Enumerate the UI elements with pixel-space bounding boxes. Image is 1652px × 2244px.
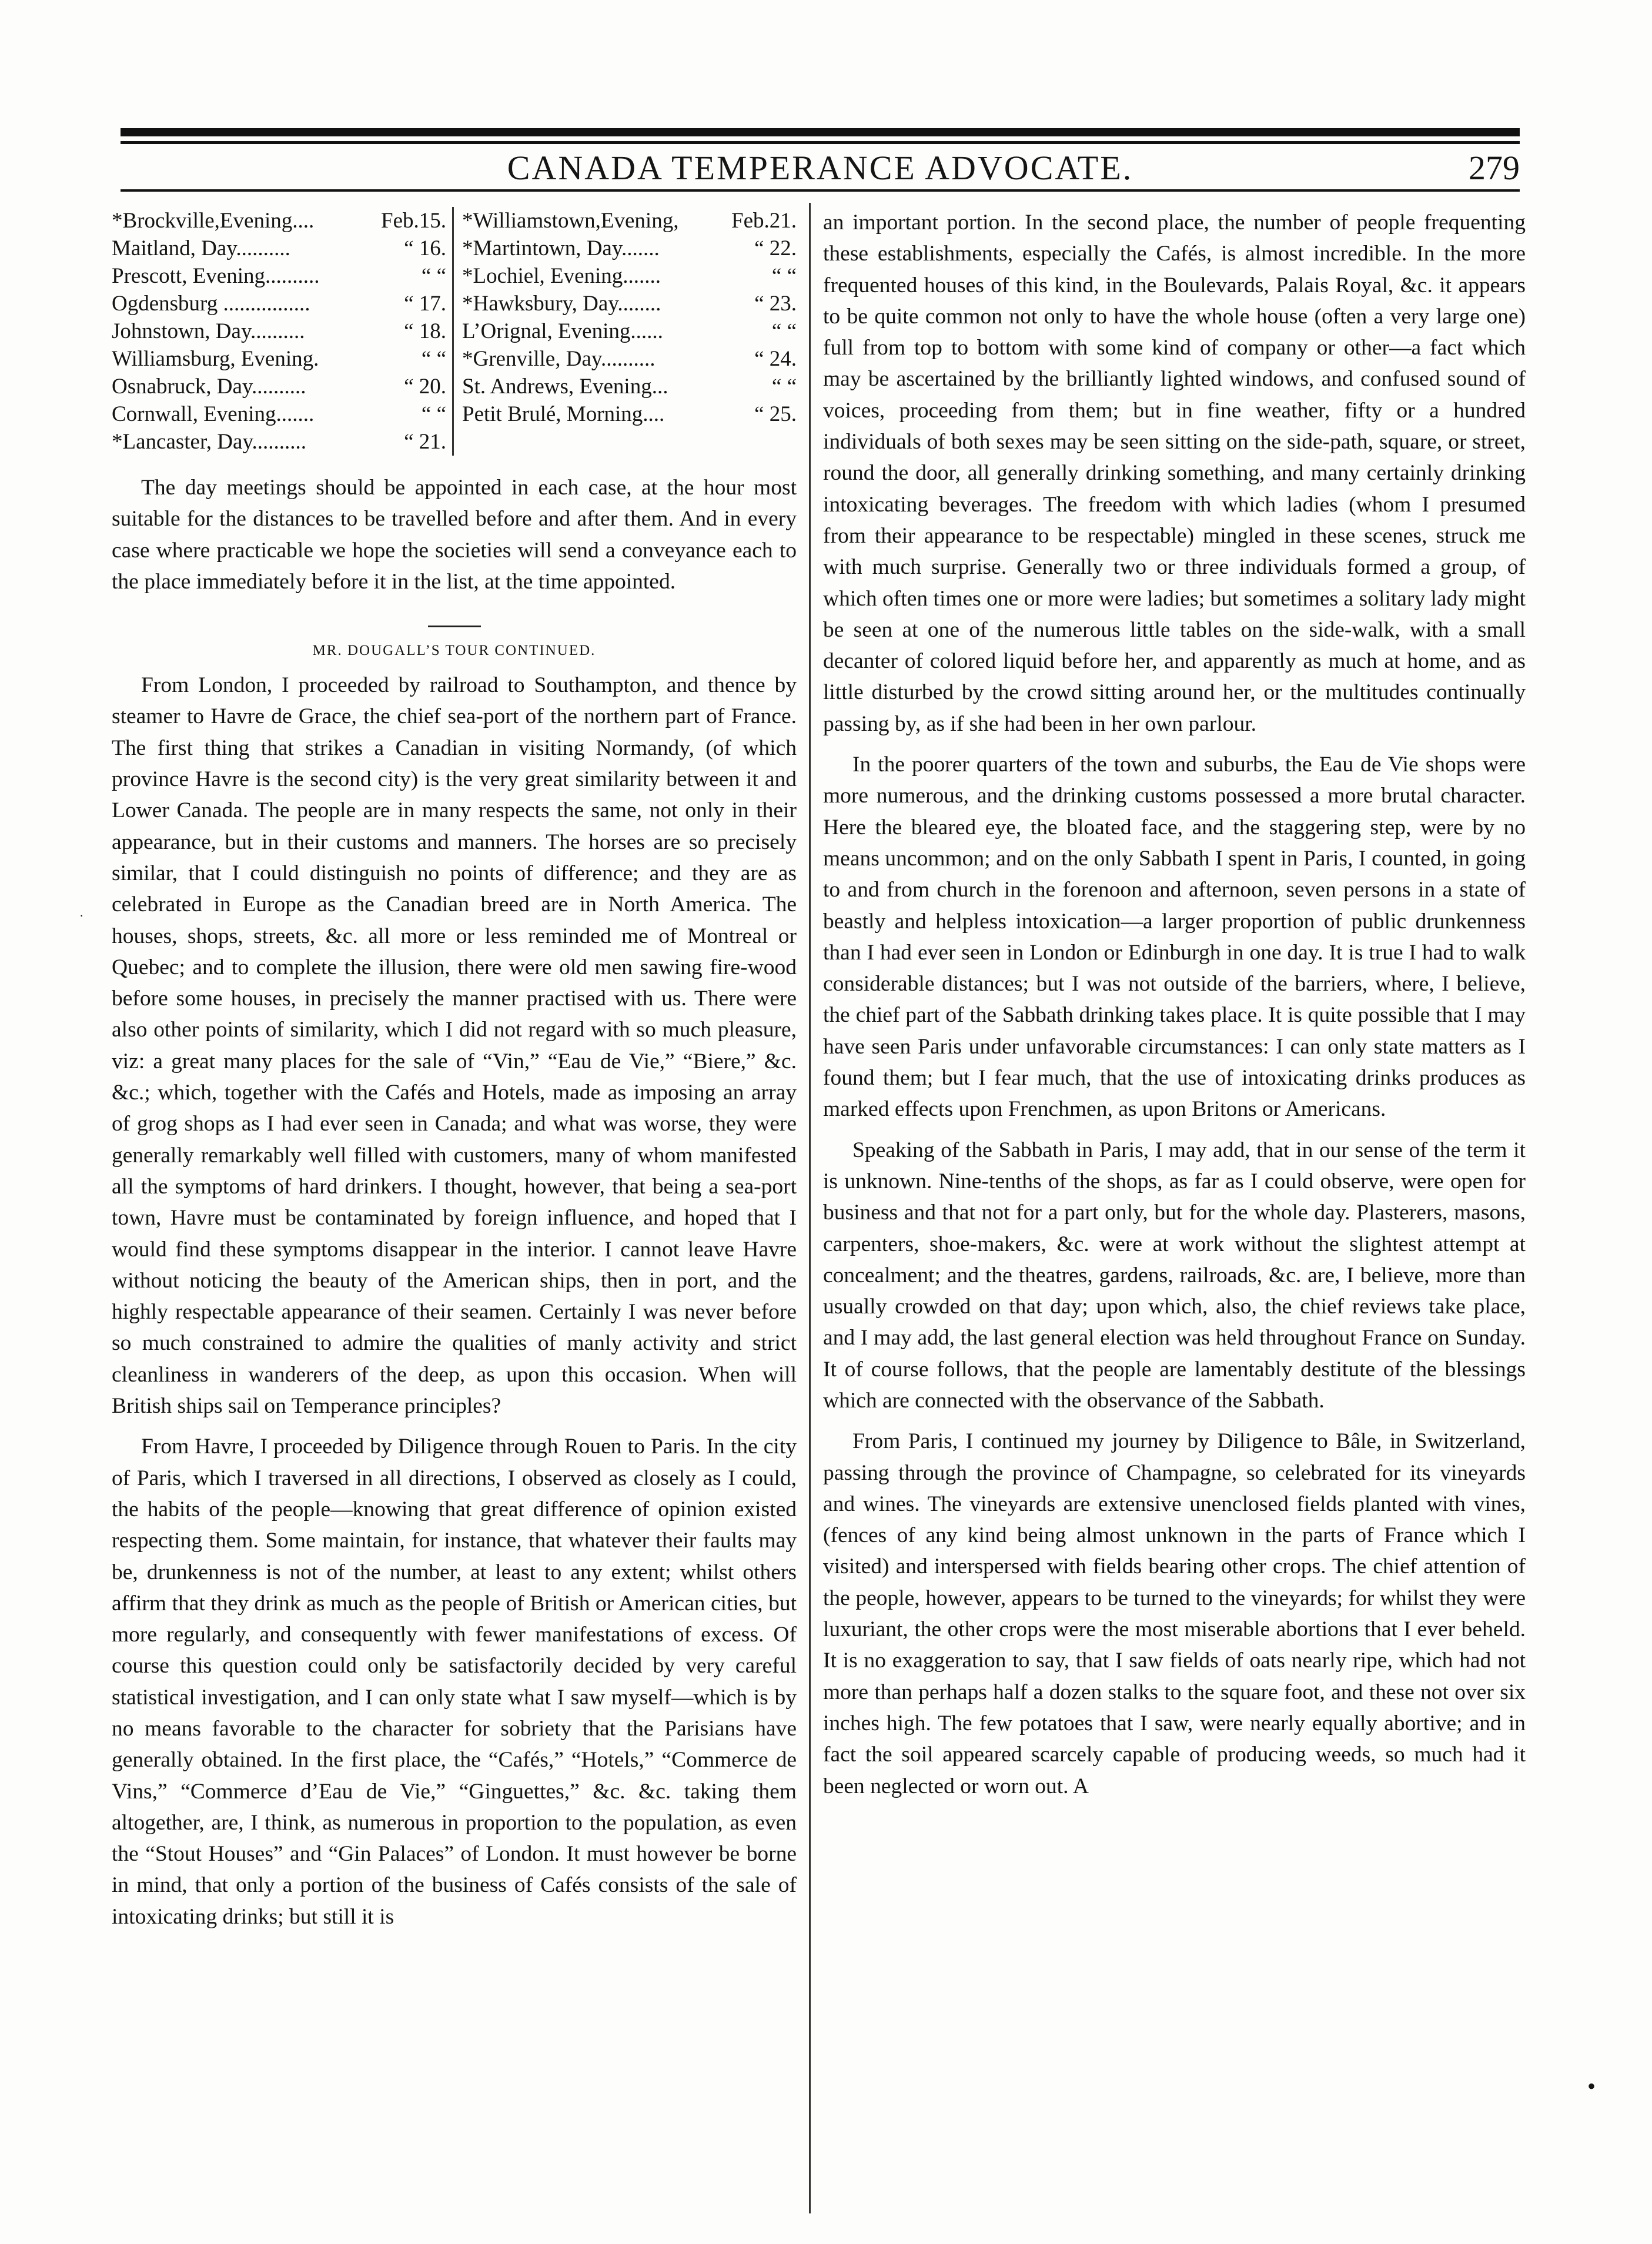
schedule-place: *Brockville,Evening....	[112, 209, 315, 233]
schedule-entry	[462, 207, 797, 235]
schedule-place: Petit Brulé, Morning....	[462, 402, 665, 426]
schedule-date: “ “	[421, 347, 446, 371]
schedule-note-paragraph: The day meetings should be appointed in each case, at the hour most suitable for the distances to be travelled before and after them. And in every case where practicable we hope the societies will send a conveyance each to the place immediately before it in the list, at the time appointed.	[112, 476, 797, 594]
schedule-date: “ 22.	[754, 236, 797, 260]
article-paragraph: From Havre, I proceeded by Diligence through Rouen to Paris. In the city of Paris, which I traversed in all directions, I observed as closely as I could, the habits of the people—knowing that great difference of opinion existed respecting them. Some maintain, for instance, that whatever their faults may be, drunkenness is not of the number, at least to any extent; whilst others affirm that they drink as much as the people of British or American cities, but more regularly, and consequently with fewer manifestations of excess. Of course this question could only be satisfactorily decided by very careful statistical investigation, and I can only state what I saw myself—which is by no means favorable to the character for sobriety that the Parisians have generally obtained. In the first place, the “Cafés,” “Hotels,” “Commerce de Vins,” “Commerce d’Eau de Vie,” “Ginguettes,” &c. &c. taking them altogether, are, I think, as numerous in proportion to the population, as even the “Stout Houses” and “Gin Palaces” of London. It must however be borne in mind, that only a portion of the business of Cafés consists of the sale of intoxicating drinks; but still it is	[112, 1434, 797, 1929]
schedule-date: “ “	[771, 264, 797, 288]
schedule-date: “ 17.	[404, 292, 446, 316]
schedule-date: “ 24.	[754, 347, 797, 371]
page-title: CANADA TEMPERANCE ADVOCATE.	[507, 149, 1133, 187]
page-number: 279	[1469, 149, 1520, 187]
schedule-date: “ 23.	[754, 292, 797, 316]
schedule-date: “ “	[421, 264, 446, 288]
article-paragraph: From London, I proceeded by railroad to Southampton, and thence by steamer to Havre de Grace, the chief sea-port of the northern part of France. The first thing that strikes a Canadian in visiting Normandy, (of which province Havre is the second city) is the very great similarity between it and Lower Canada. The people are in many respects the same, not only in their appearance, but in their customs and manners. The horses are so precisely similar, that I could distinguish no points of difference; and they are as celebrated in Europe as the Canadian breed are in North America. The houses, shops, streets, &c. all more or less reminded me of Montreal or Quebec; and to complete the illusion, there were old men sawing fire-wood before some houses, in precisely the manner practised with us. There were also other points of similarity, which I did not regard with so much pleasure, viz: a great many places for the sale of “Vin,” “Eau de Vie,” “Biere,” &c. &c.; which, together with the Cafés and Hotels, made as imposing an array of grog shops as I had ever seen in Canada; and what was worse, they were generally remarkably well filled with customers, many of whom manifested all the symptoms of hard drinkers. I thought, however, that being a sea-port town, Havre must be contaminated by foreign influence, and hoped that I would find these symptoms disappear in the interior. I cannot leave Havre without noticing the beauty of the American ships, then in port, and the highly respectable appearance of their seamen. Certainly I was never before so much constrained to admire the qualities of manly activity and strict cleanliness in wanderers of the deep, as upon this occasion. When will British ships sail on Temperance principles?	[112, 673, 797, 1419]
schedule-place: Williamsburg, Evening.	[112, 347, 319, 371]
schedule-place: *Lancaster, Day..........	[112, 430, 307, 454]
schedule-date: Feb.15.	[381, 209, 446, 233]
schedule-date: “ 16.	[404, 236, 446, 260]
schedule-place: Johnstown, Day..........	[112, 319, 305, 343]
schedule-note	[112, 472, 797, 597]
header-rule-bottom	[121, 189, 1520, 192]
schedule-entry	[462, 262, 797, 290]
column-divider	[809, 203, 811, 2213]
schedule-entry	[462, 373, 797, 400]
section-divider	[428, 626, 481, 627]
article-paragraph-continued: an important portion. In the second place, the number of people frequenting these establishments, especially the Cafés, is almost incredible. In the more frequented houses of this kind, in the Boulevards, Palais Royal, &c. it appears to be quite common not only to have the whole house (often a very large one) full from top to bottom with some kind of company or other—a fact which may be ascertained by the brilliantly lighted windows, and confused sound of voices, proceeding from them; but in fine weather, fifty or a hundred individuals of both sexes may be seen sitting on the side-path, square, or street, round the door, all generally drinking something, and many certainly drinking intoxicating beverages. The freedom with which ladies (whom I presumed from their appearance to be respectable) mingled in these scenes, struck me with much surprise. Generally two or three individuals formed a group, of which often times one or more were ladies; but sometimes a solitary lady might be seen at one of the numerous little tables on the side-walk, with a small decanter of colored liquid before her, and apparently as much at home, and as little disturbed by the crowd sitting around her, or the multitudes continually passing by, as if she had been in her own parlour.	[823, 210, 1526, 736]
schedule-entry	[112, 317, 446, 345]
header-rule-thin	[121, 141, 1520, 144]
schedule-entry	[112, 428, 446, 456]
schedule-entry	[112, 290, 446, 317]
schedule-entry	[112, 235, 446, 262]
schedule-place: *Williamstown,Evening,	[462, 209, 679, 233]
schedule-place: *Martintown, Day.......	[462, 236, 660, 260]
schedule-date: “ 18.	[404, 319, 446, 343]
schedule-entry	[462, 317, 797, 345]
schedule-right-list	[454, 207, 797, 456]
article-paragraph: From Paris, I continued my journey by Diligence to Bâle, in Switzerland, passing through the province of Champagne, so celebrated for its vineyards and wines. The vineyards are extensive unenclosed fields planted with vines, (fences of any kind being almost unknown in the parts of France which I visited) and interspersed with fields bearing other crops. The chief attention of the people, however, appears to be turned to the vineyards; for whilst they were luxuriant, the other crops were the most miserable abortions that I ever beheld. It is no exaggeration to say, that I saw fields of oats nearly ripe, which had not more than perhaps half a dozen stalks to the square foot, and these not over six inches high. The few potatoes that I saw, were nearly equally abortive; and in fact the soil appeared scarcely capable of producing weeds, so much had it been neglected or worn out. A	[823, 1429, 1526, 1798]
section-title: MR. DOUGALL’S TOUR CONTINUED.	[312, 643, 596, 659]
schedule-entry	[112, 262, 446, 290]
meeting-schedule	[112, 207, 797, 456]
schedule-entry	[462, 235, 797, 262]
schedule-place: Ogdensburg ................	[112, 292, 310, 316]
margin-dot-mark: ·	[79, 908, 84, 923]
left-column	[112, 207, 797, 1932]
schedule-place: *Grenville, Day..........	[462, 347, 656, 371]
schedule-left-list	[112, 207, 454, 456]
schedule-date: “ “	[771, 374, 797, 399]
right-column	[823, 207, 1526, 1802]
schedule-date: “ 25.	[754, 402, 797, 426]
schedule-date: “ “	[421, 402, 446, 426]
schedule-entry	[112, 345, 446, 373]
schedule-place: Prescott, Evening..........	[112, 264, 320, 288]
schedule-entry	[462, 290, 797, 317]
schedule-place: L’Orignal, Evening......	[462, 319, 663, 343]
article-paragraph: Speaking of the Sabbath in Paris, I may add, that in our sense of the term it is unknown. Nine-tenths of the shops, as far as I could observe, were open for business and that not for a part only, but for the whole day. Plasterers, masons, carpenters, shoe-makers, &c. were at work without the slightest attempt at concealment; and the theatres, gardens, railroads, &c. are, I believe, more than usually crowded on that day; upon which, also, the chief reviews take place, and I may add, the last general election was held throughout France on Sunday. It of course follows, that the people are lamentably destitute of the blessings which are connected with the observance of the Sabbath.	[823, 1138, 1526, 1413]
schedule-entry	[112, 373, 446, 400]
header-rule-thick	[121, 128, 1520, 136]
schedule-date: Feb.21.	[731, 209, 797, 233]
schedule-date: “ 20.	[404, 374, 446, 399]
schedule-entry	[112, 207, 446, 235]
schedule-place: *Lochiel, Evening.......	[462, 264, 661, 288]
schedule-entry	[112, 400, 446, 428]
schedule-date: “ 21.	[404, 430, 446, 454]
schedule-place: Osnabruck, Day..........	[112, 374, 306, 399]
schedule-entry	[462, 345, 797, 373]
article-paragraph: In the poorer quarters of the town and suburbs, the Eau de Vie shops were more numerous, and the drinking customs possessed a more brutal character. Here the bleared eye, the bloated face, and the staggering step, were by no means uncommon; and on the only Sabbath I spent in Paris, I counted, in going to and from church in the forenoon and afternoon, seven persons in a state of beastly and helpless intoxication—a larger proportion of public drunkenness than I had ever seen in London or Edinburgh in one day. It is true I had to walk considerable distances; but I was not outside of the barriers, where, I believe, the chief part of the Sabbath drinking takes place. It is quite possible that I may have seen Paris under unfavorable circumstances: I can only state matters as I found them; but I fear much, that the use of intoxicating drinks produces as marked effects upon Frenchmen, as upon Britons or Americans.	[823, 753, 1526, 1122]
schedule-place: Cornwall, Evening.......	[112, 402, 315, 426]
schedule-date: “ “	[771, 319, 797, 343]
schedule-entry	[462, 400, 797, 428]
margin-dot-mark: •	[1587, 2073, 1596, 2099]
schedule-place: St. Andrews, Evening...	[462, 374, 668, 399]
schedule-place: *Hawksbury, Day........	[462, 292, 661, 316]
schedule-place: Maitland, Day..........	[112, 236, 290, 260]
